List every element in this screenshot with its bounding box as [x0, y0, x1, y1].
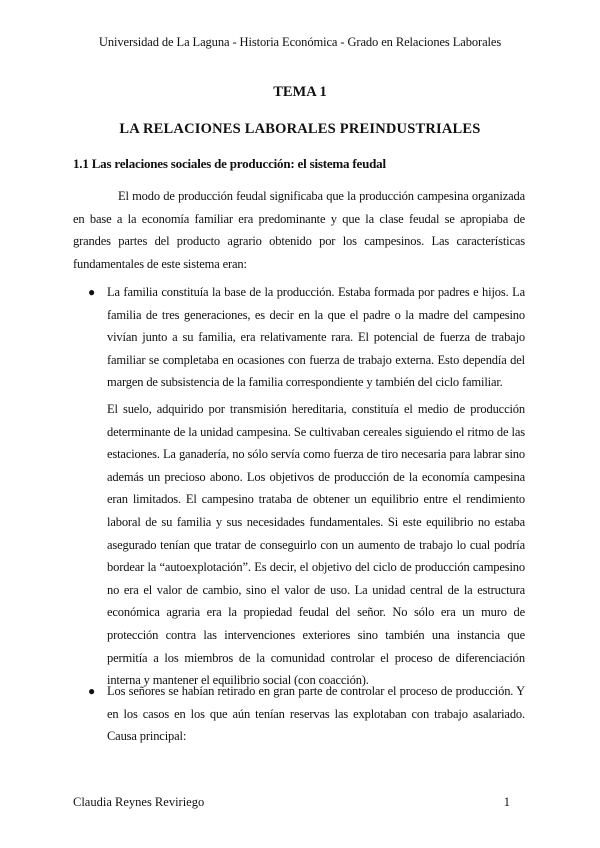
- bullet-icon: ●: [88, 285, 96, 299]
- intro-paragraph: El modo de producción feudal significaba que la producción campesina organizada en base a la economía familiar era predominante y que la clase feudal se apropiaba de grandes partes del producto agrario obtenido por los campesinos. Las características fundamentales de este sistema eran:: [73, 189, 525, 271]
- footer-author: Claudia Reynes Reviriego: [73, 795, 205, 809]
- chapter-number: TEMA 1: [273, 84, 327, 100]
- running-header: Universidad de La Laguna - Historia Económica - Grado en Relaciones Laborales: [98, 35, 502, 49]
- section-heading: 1.1 Las relaciones sociales de producción: el sistema feudal: [73, 156, 386, 171]
- chapter-title: LA RELACIONES LABORALES PREINDUSTRIALES: [119, 121, 481, 137]
- bullet-icon: ●: [88, 684, 96, 698]
- list-item-text: La familia constituía la base de la producción. Estaba formada por padres e hijos. La familia de tres generaciones, es decir en la que el padre o la madre del campesino vivían junto a su familia, era relativamente rara. El potencial de fuerza de trabajo familiar se completaba en ocasiones con fuerza de trabajo externa. Esto dependía del margen de subsistencia de la familia correspondiente y también del ciclo familiar.: [107, 285, 525, 390]
- suelo-paragraph: El suelo, adquirido por transmisión hereditaria, constituía el medio de producción determinante de la unidad campesina. Se cultivaban cereales siguiendo el ritmo de las estaciones. La ganadería, no sólo servía como fuerza de tiro necesaria para labrar sino además un precioso abono. Los objetivos de producción de la economía campesina eran limitados. El campesino trataba de obtener un equilibrio entre el rendimiento laboral de su familia y sus necesidades fundamentales. Si este equilibrio no estaba asegurado tenían que tratar de conseguirlo con un aumento de trabajo lo cual podría bordear la “autoexplotación”. Es decir, el objetivo del ciclo de producción campesino no era el valor de cambio, sino el valor de uso. La unidad central de la estructura económica agraria era la propiedad feudal del señor. No sólo era un muro de protección contra las intervenciones exteriores sino también una instancia que permitía a los miembros de la comunidad controlar el proceso de diferenciación interna y mantener el equilibrio social (con coacción).: [107, 402, 525, 688]
- list-item-text: Los señores se habían retirado en gran parte de controlar el proceso de producción. Y en los casos en los que aún tenían reservas las explotaban con trabajo asalariado. Causa principal:: [107, 684, 525, 744]
- page-number: 1: [503, 795, 510, 809]
